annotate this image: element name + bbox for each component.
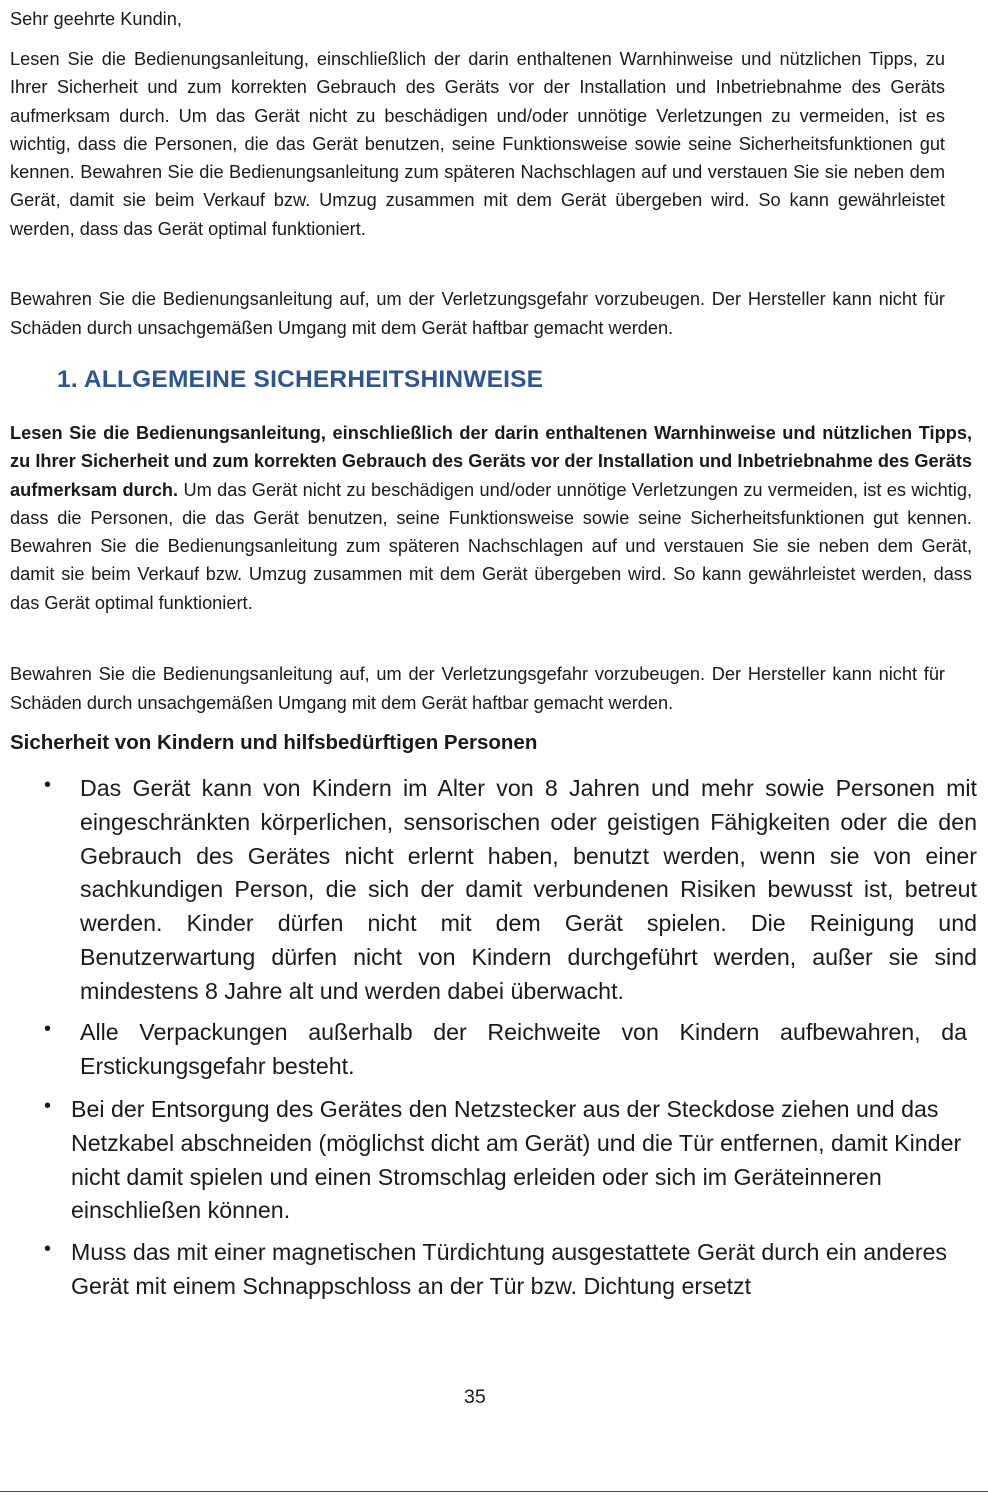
section-heading: 1. ALLGEMEINE SICHERHEITSHINWEISE (57, 366, 544, 393)
bullet-dot-icon: • (44, 1095, 52, 1117)
subheading: Sicherheit von Kindern und hilfsbedürftigen Personen (10, 731, 538, 754)
intro-paragraph-2: Bewahren Sie die Bedienungsanleitung auf, um der Verletzungsgefahr vorzubeugen. Der Hersteller kann nicht für Schäden durch unsachgemäßen Umgang mit dem Gerät haftbar gemacht werden. (10, 289, 945, 338)
bullet-dot-icon: • (44, 1018, 52, 1040)
section-paragraph-2: Bewahren Sie die Bedienungsanleitung auf, um der Verletzungsgefahr vorzubeugen. Der Hersteller kann nicht für Schäden durch unsachgemäßen Umgang mit dem Gerät haftbar gemacht werden. (10, 664, 945, 713)
section-paragraph-1 (10, 419, 972, 617)
bullet-item: Das Gerät kann von Kindern im Alter von 8 Jahren und mehr sowie Personen mit eingeschränkten körperlichen, sensorischen oder geistigen Fähigkeiten oder die den Gebrauch des Gerätes nicht erlernt haben, benutzt werden, wenn sie von einer sachkundigen Person, die sich der damit verbundenen Risiken bewusst ist, betreut werden. Kinder dürfen nicht mit dem Gerät spielen. Die Reinigung und Benutzerwartung dürfen nicht von Kindern durchgeführt werden, außer sie sind mindestens 8 Jahre alt und werden dabei überwacht. (80, 775, 977, 1004)
bullet-dot-icon: • (44, 774, 52, 796)
page-number: 35 (464, 1386, 486, 1408)
bullet-dot-icon: • (44, 1238, 52, 1260)
footer-divider (0, 1491, 988, 1492)
bullet-item: Alle Verpackungen außerhalb der Reichweite von Kindern aufbewahren, da Erstickungsgefahr besteht. (80, 1019, 967, 1079)
section-body: Um das Gerät nicht zu beschädigen und/oder unnötige Verletzungen zu vermeiden, ist es wichtig, dass die Personen, die das Gerät benutzen, seine Funktionsweise sowie seine Sicherheitsfunktionen gut kennen. Bewahren Sie die Bedienungsanleitung zum späteren Nachschlagen auf und verstauen Sie sie neben dem Gerät, damit sie beim Verkauf bzw. Umzug zusammen mit dem Gerät übergeben wird. So kann gewährleistet werden, dass das Gerät optimal funktioniert. (10, 479, 973, 613)
bullet-item: Bei der Entsorgung des Gerätes den Netzstecker aus der Steckdose ziehen und das Netzkabel abschneiden (möglichst dicht am Gerät) und die Tür entfernen, damit Kinder nicht damit spielen und einen Stromschlag erleiden oder sich im Geräteinneren einschließen können. (71, 1096, 962, 1224)
bullet-item: Muss das mit einer magnetischen Türdichtung ausgestattete Gerät durch ein anderes Gerät mit einem Schnappschloss an der Tür bzw. Dichtung ersetzt (71, 1239, 948, 1299)
intro-paragraph-1: Lesen Sie die Bedienungsanleitung, einschließlich der darin enthaltenen Warnhinweise und nützlichen Tipps, zu Ihrer Sicherheit und zum korrekten Gebrauch des Geräts vor der Installation und Inbetriebnahme des Geräts aufmerksam durch. Um das Gerät nicht zu beschädigen und/oder unnötige Verletzungen zu vermeiden, ist es wichtig, dass die Personen, die das Gerät benutzen, seine Funktionsweise sowie seine Sicherheitsfunktionen gut kennen. Bewahren Sie die Bedienungsanleitung zum späteren Nachschlagen auf und verstauen Sie sie neben dem Gerät, damit sie beim Verkauf bzw. Umzug zusammen mit dem Gerät übergeben wird. So kann gewährleistet werden, dass das Gerät optimal funktioniert. (10, 49, 945, 239)
section-bold-lead: Lesen Sie die Bedienungsanleitung, einschließlich der darin enthaltenen Warnhinweise und nützlichen Tipps, zu Ihrer Sicherheit und zum korrekten Gebrauch des Geräts vor der Installation und Inbetriebnahme des Geräts aufmerksam durch. (10, 423, 972, 500)
greeting: Sehr geehrte Kundin, (10, 9, 182, 29)
